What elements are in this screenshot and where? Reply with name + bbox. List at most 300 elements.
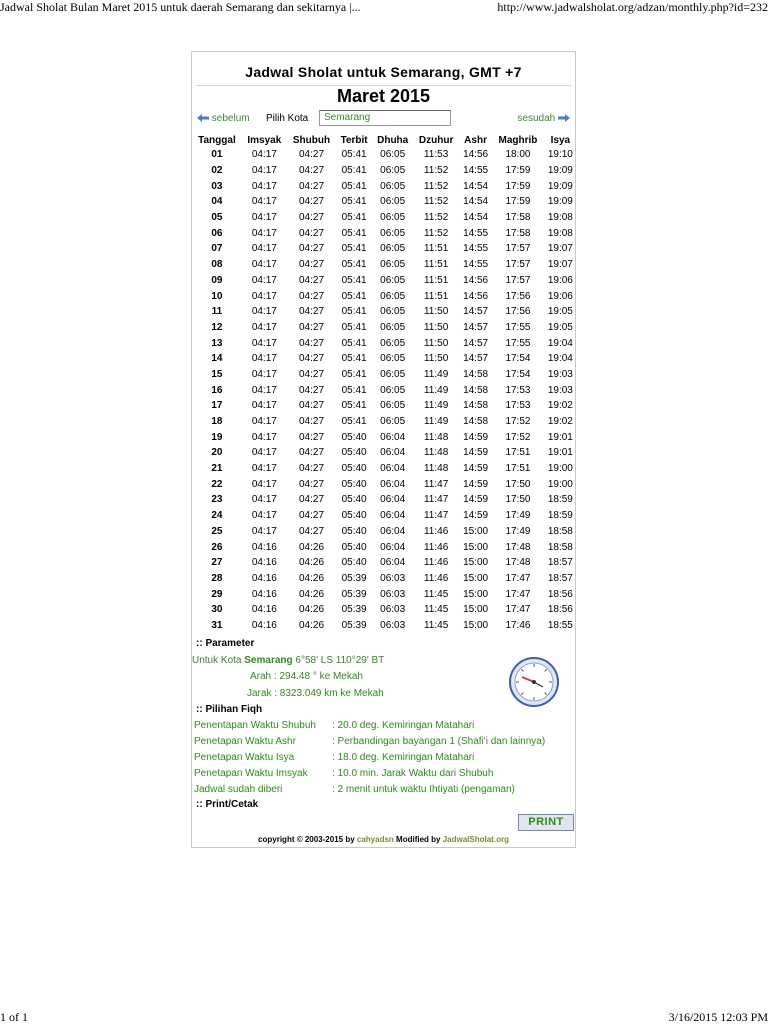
time-cell: 05:40 (341, 478, 367, 490)
fiqh-key: Penentapan Waktu Shubuh (194, 720, 316, 731)
prev-month-link[interactable] (197, 113, 250, 124)
time-cell: 19:10 (547, 149, 573, 161)
table-row (192, 602, 577, 618)
time-cell: 06:05 (380, 321, 406, 333)
time-cell: 05:40 (341, 463, 367, 475)
time-cell: 17:58 (505, 227, 531, 239)
time-cell: 04:26 (298, 541, 325, 553)
time-cell: 15:00 (463, 572, 489, 584)
time-cell: 04:27 (298, 416, 325, 428)
time-cell: 17:48 (505, 557, 531, 569)
time-cell: 17:48 (505, 541, 531, 553)
time-cell: 05:40 (341, 525, 367, 537)
print-footer-page-count: 1 of 1 (0, 1010, 28, 1024)
time-cell: 17:57 (505, 259, 531, 271)
time-cell: 11:47 (423, 478, 449, 490)
qibla-direction: Arah : 294.48 ° ke Mekah (250, 671, 363, 682)
time-cell: 19:09 (547, 196, 573, 208)
time-cell: 04:27 (298, 478, 325, 490)
time-cell: 17:57 (505, 243, 531, 255)
time-cell: 05:40 (341, 557, 367, 569)
time-cell: 06:05 (380, 290, 406, 302)
table-row (192, 367, 577, 383)
fiqh-row (192, 784, 577, 800)
time-cell: 19:00 (547, 463, 573, 475)
table-row (192, 414, 577, 430)
date-cell: 29 (211, 588, 223, 600)
time-cell: 05:39 (341, 604, 367, 616)
table-row (192, 241, 577, 257)
table-row (192, 273, 577, 289)
prayer-schedule-card (191, 51, 576, 848)
time-cell: 17:52 (505, 431, 531, 443)
table-row (192, 257, 577, 273)
time-cell: 05:41 (341, 306, 367, 318)
time-cell: 06:05 (380, 259, 406, 271)
table-row (192, 351, 577, 367)
time-cell: 11:46 (423, 541, 449, 553)
time-cell: 05:40 (341, 494, 367, 506)
table-row (192, 178, 577, 194)
date-cell: 04 (211, 196, 223, 208)
column-header: Ashr (464, 134, 487, 146)
time-cell: 14:56 (463, 149, 489, 161)
date-cell: 02 (211, 165, 223, 177)
time-cell: 04:27 (298, 180, 325, 192)
time-cell: 05:41 (341, 180, 367, 192)
date-cell: 13 (211, 337, 223, 349)
column-header: Imsyak (247, 134, 282, 146)
time-cell: 14:56 (463, 274, 489, 286)
time-cell: 19:06 (547, 290, 573, 302)
date-cell: 25 (211, 525, 223, 537)
date-cell: 01 (211, 149, 223, 161)
time-cell: 04:27 (298, 431, 325, 443)
time-cell: 04:27 (298, 337, 325, 349)
time-cell: 19:07 (547, 259, 573, 271)
time-cell: 17:47 (505, 604, 531, 616)
time-cell: 04:27 (298, 463, 325, 475)
time-cell: 05:41 (341, 149, 367, 161)
time-cell: 17:52 (505, 416, 531, 428)
time-cell: 06:05 (380, 306, 406, 318)
time-cell: 14:55 (463, 243, 489, 255)
fiqh-heading: :: Pilihan Fiqh (196, 704, 263, 715)
time-cell: 17:55 (505, 321, 531, 333)
time-cell: 11:48 (423, 431, 449, 443)
fiqh-row (192, 768, 577, 784)
column-header: Dzuhur (418, 134, 454, 146)
time-cell: 06:03 (380, 604, 406, 616)
time-cell: 11:50 (423, 337, 449, 349)
time-cell: 15:00 (463, 619, 489, 631)
time-cell: 17:59 (505, 180, 531, 192)
time-cell: 04:16 (251, 604, 277, 616)
time-cell: 04:17 (251, 525, 277, 537)
time-cell: 11:52 (423, 165, 449, 177)
time-cell: 05:41 (341, 321, 367, 333)
date-cell: 26 (211, 541, 223, 553)
column-header: Tanggal (198, 134, 236, 146)
time-cell: 04:17 (251, 274, 277, 286)
time-cell: 04:26 (298, 604, 325, 616)
time-cell: 05:41 (341, 368, 367, 380)
table-row (192, 288, 577, 304)
time-cell: 18:55 (547, 619, 573, 631)
date-cell: 23 (211, 494, 223, 506)
time-cell: 04:17 (251, 212, 277, 224)
time-cell: 04:27 (298, 447, 325, 459)
time-cell: 17:47 (505, 588, 531, 600)
time-cell: 19:06 (547, 274, 573, 286)
time-cell: 04:16 (251, 541, 277, 553)
table-body (192, 147, 577, 633)
mecca-distance: Jarak : 8323.049 km ke Mekah (247, 688, 384, 699)
date-cell: 18 (211, 416, 223, 428)
city-coords: 6°58' LS 110°29' BT (295, 655, 385, 666)
time-cell: 05:41 (341, 400, 367, 412)
table-row (192, 225, 577, 241)
table-row (192, 492, 577, 508)
time-cell: 04:27 (298, 400, 325, 412)
date-cell: 20 (211, 447, 223, 459)
author-link[interactable]: cahyadsn (356, 835, 394, 844)
time-cell: 11:50 (423, 306, 449, 318)
time-cell: 11:45 (423, 588, 449, 600)
fiqh-row (192, 736, 577, 752)
time-cell: 05:41 (341, 353, 367, 365)
time-cell: 19:01 (547, 431, 573, 443)
time-cell: 06:05 (380, 212, 406, 224)
time-cell: 04:27 (298, 368, 325, 380)
time-cell: 14:57 (463, 321, 489, 333)
time-cell: 05:39 (341, 572, 367, 584)
time-cell: 19:08 (547, 212, 573, 224)
city-prefix: Untuk Kota (192, 655, 242, 666)
print-heading: :: Print/Cetak (196, 799, 259, 810)
city-select[interactable]: Semarang (319, 110, 451, 126)
time-cell: 17:54 (505, 353, 531, 365)
time-cell: 04:27 (298, 274, 325, 286)
time-cell: 19:05 (547, 321, 573, 333)
time-cell: 11:51 (423, 274, 449, 286)
time-cell: 05:41 (341, 165, 367, 177)
time-cell: 17:58 (505, 212, 531, 224)
time-cell: 17:53 (505, 400, 531, 412)
parameter-heading: :: Parameter (196, 638, 255, 649)
time-cell: 04:27 (298, 165, 325, 177)
column-header: Terbit (340, 134, 368, 146)
time-cell: 11:47 (423, 494, 449, 506)
time-cell: 19:04 (547, 337, 573, 349)
time-cell: 18:58 (547, 541, 573, 553)
time-cell: 15:00 (463, 588, 489, 600)
date-cell: 27 (211, 557, 223, 569)
time-cell: 11:49 (423, 416, 449, 428)
time-cell: 06:04 (380, 463, 406, 475)
date-cell: 09 (211, 274, 223, 286)
time-cell: 06:04 (380, 431, 406, 443)
time-cell: 19:02 (547, 416, 573, 428)
time-cell: 14:55 (463, 259, 489, 271)
time-cell: 14:59 (463, 478, 489, 490)
table-row (192, 571, 577, 587)
time-cell: 11:51 (423, 259, 449, 271)
time-cell: 06:05 (380, 274, 406, 286)
copyright-middle: Modified by (396, 835, 441, 844)
time-cell: 11:52 (423, 227, 449, 239)
table-header-row (192, 133, 577, 147)
time-cell: 04:16 (251, 557, 277, 569)
time-cell: 04:27 (298, 525, 325, 537)
time-cell: 14:58 (463, 416, 489, 428)
time-cell: 11:46 (423, 557, 449, 569)
time-cell: 19:02 (547, 400, 573, 412)
time-cell: 11:53 (423, 149, 449, 161)
time-cell: 04:27 (298, 212, 325, 224)
time-cell: 14:59 (463, 510, 489, 522)
time-cell: 04:27 (298, 243, 325, 255)
time-cell: 04:17 (251, 353, 277, 365)
fiqh-key: Jadwal sudah diberi (194, 784, 283, 795)
table-row (192, 445, 577, 461)
page-title: Jadwal Sholat untuk Semarang, GMT +7 (245, 64, 522, 80)
time-cell: 05:40 (341, 541, 367, 553)
time-cell: 18:56 (547, 604, 573, 616)
time-cell: 05:41 (341, 337, 367, 349)
date-cell: 28 (211, 572, 223, 584)
time-cell: 05:41 (341, 384, 367, 396)
date-cell: 11 (211, 306, 223, 318)
time-cell: 14:59 (463, 447, 489, 459)
time-cell: 04:17 (251, 180, 277, 192)
month-heading: Maret 2015 (336, 86, 431, 106)
time-cell: 04:27 (298, 321, 325, 333)
time-cell: 11:51 (423, 290, 449, 302)
time-cell: 04:17 (251, 416, 277, 428)
site-link[interactable]: JadwalSholat.org (442, 835, 509, 844)
time-cell: 17:49 (505, 510, 531, 522)
time-cell: 04:17 (251, 243, 277, 255)
time-cell: 04:17 (251, 368, 277, 380)
date-cell: 21 (211, 463, 223, 475)
time-cell: 11:46 (423, 572, 449, 584)
time-cell: 04:16 (251, 619, 277, 631)
column-header: Dhuha (377, 134, 409, 146)
time-cell: 06:04 (380, 525, 406, 537)
time-cell: 04:27 (298, 149, 325, 161)
arrow-right-icon (558, 114, 570, 122)
date-cell: 05 (211, 212, 223, 224)
time-cell: 11:52 (423, 180, 449, 192)
time-cell: 05:40 (341, 431, 367, 443)
time-cell: 19:07 (547, 243, 573, 255)
time-cell: 04:17 (251, 290, 277, 302)
print-header-url: http://www.jadwalsholat.org/adzan/monthly.php?id=232 (497, 0, 768, 14)
time-cell: 15:00 (463, 557, 489, 569)
column-header: Shubuh (292, 134, 331, 146)
time-cell: 04:17 (251, 196, 277, 208)
time-cell: 06:05 (380, 196, 406, 208)
time-cell: 11:47 (423, 510, 449, 522)
time-cell: 04:27 (298, 510, 325, 522)
time-cell: 11:51 (423, 243, 449, 255)
time-cell: 14:57 (463, 306, 489, 318)
time-cell: 11:50 (423, 321, 449, 333)
time-cell: 14:55 (463, 227, 489, 239)
time-cell: 04:27 (298, 384, 325, 396)
time-cell: 15:00 (463, 525, 489, 537)
time-cell: 05:41 (341, 227, 367, 239)
fiqh-value: : Perbandingan bayangan 1 (Shafi'i dan lainnya) (332, 736, 546, 747)
time-cell: 11:46 (423, 525, 449, 537)
time-cell: 18:00 (505, 149, 531, 161)
table-row (192, 304, 577, 320)
time-cell: 17:46 (505, 619, 531, 631)
time-cell: 06:04 (380, 494, 406, 506)
date-cell: 17 (211, 400, 223, 412)
month-navigation (192, 111, 575, 129)
time-cell: 17:53 (505, 384, 531, 396)
prev-month-label: sebelum (211, 113, 250, 124)
time-cell: 11:49 (423, 368, 449, 380)
time-cell: 04:27 (298, 259, 325, 271)
time-cell: 04:17 (251, 259, 277, 271)
time-cell: 06:05 (380, 165, 406, 177)
time-cell: 14:54 (463, 212, 489, 224)
time-cell: 04:26 (298, 619, 325, 631)
time-cell: 06:05 (380, 149, 406, 161)
prayer-times-table (192, 133, 577, 633)
time-cell: 18:58 (547, 525, 573, 537)
time-cell: 06:03 (380, 572, 406, 584)
time-cell: 05:41 (341, 212, 367, 224)
column-header: Maghrib (498, 134, 538, 146)
time-cell: 11:48 (423, 447, 449, 459)
time-cell: 14:58 (463, 384, 489, 396)
date-cell: 08 (211, 259, 223, 271)
city-select-label: Pilih Kota (266, 113, 309, 124)
time-cell: 19:01 (547, 447, 573, 459)
date-cell: 03 (211, 180, 223, 192)
time-cell: 04:17 (251, 431, 277, 443)
time-cell: 19:00 (547, 478, 573, 490)
table-row (192, 382, 577, 398)
time-cell: 04:26 (298, 572, 325, 584)
print-header-title: Jadwal Sholat Bulan Maret 2015 untuk daerah Semarang dan sekitarnya |... (0, 0, 361, 14)
date-cell: 15 (211, 368, 223, 380)
time-cell: 17:51 (505, 447, 531, 459)
time-cell: 04:17 (251, 165, 277, 177)
time-cell: 11:45 (423, 604, 449, 616)
next-month-link[interactable] (517, 113, 570, 124)
next-month-label: sesudah (517, 113, 556, 124)
time-cell: 05:40 (341, 447, 367, 459)
time-cell: 11:49 (423, 384, 449, 396)
table-row (192, 539, 577, 555)
time-cell: 17:49 (505, 525, 531, 537)
date-cell: 19 (211, 431, 223, 443)
fiqh-value: : 20.0 deg. Kemiringan Matahari (332, 720, 475, 731)
time-cell: 06:05 (380, 368, 406, 380)
time-cell: 17:57 (505, 274, 531, 286)
time-cell: 14:55 (463, 165, 489, 177)
date-cell: 16 (211, 384, 223, 396)
fiqh-row (192, 752, 577, 768)
city-name: Semarang (244, 655, 293, 666)
table-row (192, 429, 577, 445)
time-cell: 15:00 (463, 604, 489, 616)
copyright-line (192, 835, 575, 844)
time-cell: 06:05 (380, 416, 406, 428)
time-cell: 05:41 (341, 274, 367, 286)
time-cell: 18:57 (547, 572, 573, 584)
time-cell: 17:59 (505, 165, 531, 177)
date-cell: 10 (211, 290, 223, 302)
time-cell: 18:57 (547, 557, 573, 569)
time-cell: 04:17 (251, 510, 277, 522)
time-cell: 06:05 (380, 243, 406, 255)
time-cell: 19:08 (547, 227, 573, 239)
time-cell: 05:41 (341, 243, 367, 255)
time-cell: 06:04 (380, 541, 406, 553)
time-cell: 04:17 (251, 227, 277, 239)
time-cell: 19:09 (547, 165, 573, 177)
time-cell: 06:05 (380, 384, 406, 396)
date-cell: 22 (211, 478, 223, 490)
time-cell: 11:52 (423, 212, 449, 224)
time-cell: 17:54 (505, 368, 531, 380)
time-cell: 14:58 (463, 368, 489, 380)
time-cell: 04:27 (298, 196, 325, 208)
time-cell: 04:27 (298, 306, 325, 318)
time-cell: 11:49 (423, 400, 449, 412)
time-cell: 14:59 (463, 431, 489, 443)
copyright-prefix: copyright © 2003-2015 by (258, 835, 355, 844)
time-cell: 06:04 (380, 478, 406, 490)
time-cell: 14:57 (463, 337, 489, 349)
time-cell: 04:17 (251, 149, 277, 161)
time-cell: 18:59 (547, 494, 573, 506)
time-cell: 04:16 (251, 572, 277, 584)
city-coordinates (192, 655, 384, 666)
time-cell: 06:05 (380, 400, 406, 412)
table-row (192, 398, 577, 414)
time-cell: 04:27 (298, 290, 325, 302)
table-row (192, 163, 577, 179)
time-cell: 14:59 (463, 463, 489, 475)
time-cell: 17:56 (505, 306, 531, 318)
time-cell: 05:41 (341, 290, 367, 302)
table-row (192, 210, 577, 226)
time-cell: 04:27 (298, 494, 325, 506)
time-cell: 17:55 (505, 337, 531, 349)
time-cell: 05:41 (341, 196, 367, 208)
time-cell: 04:17 (251, 478, 277, 490)
date-cell: 30 (211, 604, 223, 616)
time-cell: 14:56 (463, 290, 489, 302)
table-row (192, 476, 577, 492)
table-row (192, 194, 577, 210)
time-cell: 04:27 (298, 353, 325, 365)
time-cell: 06:05 (380, 227, 406, 239)
table-row (192, 335, 577, 351)
table-row (192, 524, 577, 540)
time-cell: 19:09 (547, 180, 573, 192)
time-cell: 14:57 (463, 353, 489, 365)
print-button[interactable]: PRINT (518, 814, 574, 831)
time-cell: 04:17 (251, 400, 277, 412)
